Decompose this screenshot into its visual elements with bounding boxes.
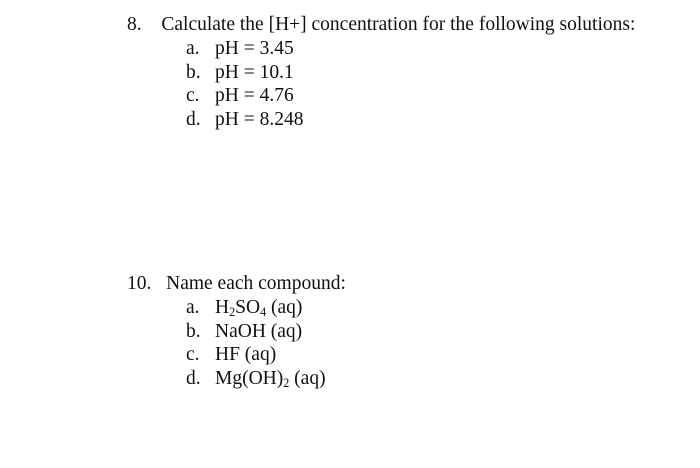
item-letter: a.	[186, 297, 200, 318]
formula-part: (aq)	[289, 367, 326, 389]
item-letter: d.	[186, 367, 201, 389]
item-text: HF (aq)	[215, 344, 277, 365]
formula-part: Mg(OH)	[215, 367, 284, 389]
question-10-prompt: Name each compound:	[166, 273, 346, 294]
item-text-formula	[215, 296, 302, 320]
item-letter: b.	[186, 61, 201, 83]
item-text: pH = 8.248	[215, 108, 304, 130]
question-8-heading	[127, 13, 635, 36]
formula-subscript: 4	[260, 305, 267, 320]
item-text: pH = 3.45	[215, 38, 294, 59]
item-letter: b.	[186, 320, 201, 342]
formula-subscript: 2	[283, 375, 290, 390]
question-10-heading	[127, 272, 346, 295]
question-10-number: 10.	[127, 273, 152, 294]
item-letter: d.	[186, 108, 201, 130]
item-text: NaOH (aq)	[215, 320, 303, 342]
item-text-formula	[215, 367, 326, 391]
item-letter: c.	[186, 344, 200, 365]
formula-part: H	[215, 297, 230, 318]
item-text: pH = 4.76	[215, 85, 294, 106]
item-text: pH = 10.1	[215, 61, 294, 83]
question-8-number: 8.	[127, 14, 142, 35]
question-8-prompt: Calculate the [H+] concentration for the following solutions:	[161, 14, 636, 35]
formula-part: SO	[235, 297, 261, 318]
item-letter: a.	[186, 38, 200, 59]
formula-subscript: 2	[229, 305, 236, 320]
item-letter: c.	[186, 85, 200, 106]
formula-part: (aq)	[266, 297, 303, 318]
